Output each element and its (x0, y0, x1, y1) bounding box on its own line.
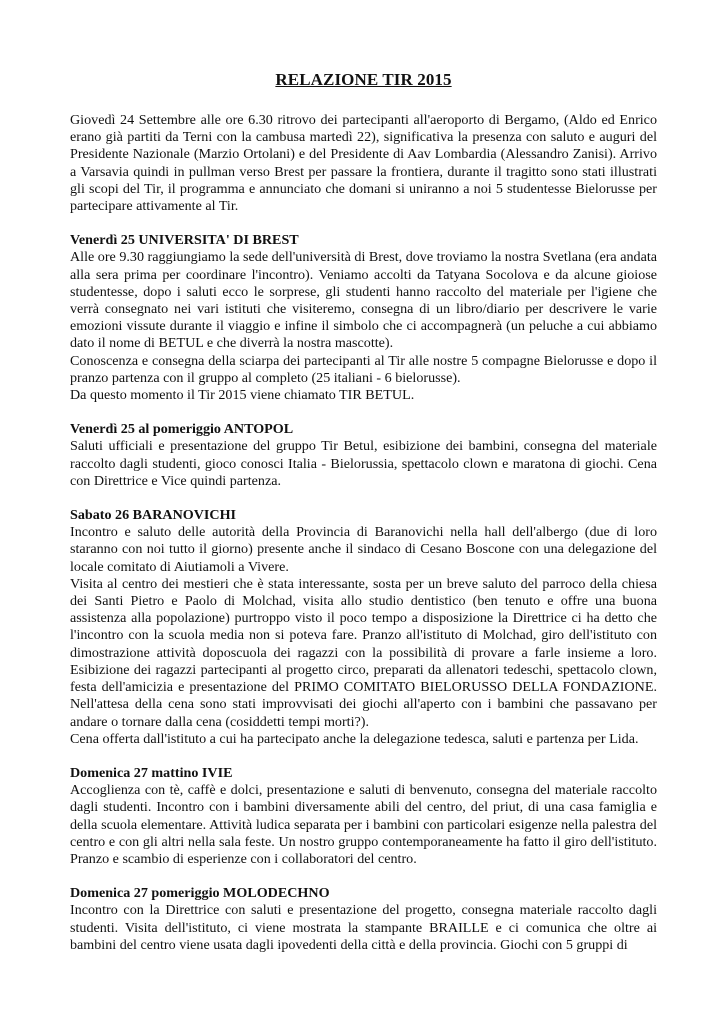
section-antopol (70, 421, 657, 490)
section-heading: Domenica 27 mattino IVIE (70, 764, 233, 781)
section-paragraph: Alle ore 9.30 raggiungiamo la sede dell'università di Brest, dove troviamo la nostra Svetlana (era andata alla sera prima per coordinare l'incontro). Veniamo accolti da Tatyana Socolova e da alcune gioiose studentesse, dopo i saluti ecco le sorprese, gli studenti hanno raccolto del materiale per l'igiene che verrà consegnato nei vari istituti che visiteremo, consegna di un libro/diario per descrivere le varie emozioni vissute durante il viaggio e infine il simbolo che ci accompagnerà (un peluche a cui abbiamo dato il nome di BETUL e che diverrà la nostra mascotte). (70, 249, 657, 352)
section-brest (70, 232, 657, 404)
section-paragraph: Accoglienza con tè, caffè e dolci, presentazione e saluti di benvenuto, consegna del materiale raccolto dagli studenti. Incontro con i bambini diversamente abili del centro, del priut, di una casa famiglia e della scuola elementare. Attività ludica separata per i bambini con particolari esigenze nella palestra del centro e con gli altri nella sala feste. Un nostro gruppo contemporaneamente ha fatto il giro dell'istituto. Pranzo e scambio di esperienze con i collaboratori del centro. (70, 782, 657, 867)
section-heading: Domenica 27 pomeriggio MOLODECHNO (70, 885, 330, 902)
section-paragraph: Incontro e saluto delle autorità della Provincia di Baranovichi nella hall dell'albergo (due di loro staranno con noi tutto il giorno) presente anche il sindaco di Cesano Boscone con una delegazione del locale comitato di Aiutiamoli a Vivere. (70, 524, 657, 575)
section-heading: Sabato 26 BARANOVICHI (70, 507, 237, 524)
document-title: RELAZIONE TIR 2015 (275, 70, 452, 89)
section-molodechno (70, 885, 657, 954)
document-page (70, 62, 657, 954)
section-paragraph: Conoscenza e consegna della sciarpa dei partecipanti al Tir alle nostre 5 compagne Bielorusse e dopo il pranzo partenza con il gruppo al completo (25 italiani - 6 bielorusse). (70, 352, 657, 386)
section-paragraph: Incontro con la Direttrice con saluti e presentazione del progetto, consegna materiale raccolto dagli studenti. Visita dell'istituto, ci viene mostrata la stampante BRAILLE e ci comunica che oltre ai bambini del centro viene usata dagli ipovedenti della città e della provincia. Giochi con 5 gruppi di (70, 902, 657, 953)
section-paragraph: Visita al centro dei mestieri che è stata interessante, sosta per un breve saluto del parroco della chiesa dei Santi Pietro e Paolo di Molchad, visita allo studio dentistico (ben tenuto e offre una buona assistenza alla popolazione) purtroppo visto il poco tempo a disposizione la Direttrice ci ha detto che l'incontro con la scuola media non si poteva fare. Pranzo all'istituto di Molchad, giro dell'istituto con dimostrazione attività doposcuola dei ragazzi con la possibilità di provare a farle insieme a loro. Esibizione dei ragazzi partecipanti al progetto circo, preparati da allenatori tedeschi, spettacolo clown, festa dell'amicizia e presentazione del PRIMO COMITATO BIELORUSSO DELLA FONDAZIONE. Nell'attesa della cena sono stati improvvisati dei giochi all'aperto con i bambini che passavano per andare o tornare dalla cena (cosiddetti tempi morti?). (70, 575, 657, 730)
section-heading: Venerdì 25 al pomeriggio ANTOPOL (70, 421, 294, 438)
intro-paragraph: Giovedì 24 Settembre alle ore 6.30 ritrovo dei partecipanti all'aeroporto di Bergamo, (Aldo ed Enrico erano già partiti da Terni con la cambusa martedì 22), significativa la presenza con saluto e auguri del Presidente Nazionale (Marzio Ortolani) e del Presidente di Aav Lombardia (Alessandro Zanisi). Arrivo a Varsavia quindi in pullman verso Brest per passare la frontiera, durante il tragitto sono stati illustrati gli scopi del Tir, il programma e annunciato che domani si uniranno a noi 5 studentesse Bielorusse per partecipare attivamente al Tir. (70, 112, 657, 215)
section-paragraph: Saluti ufficiali e presentazione del gruppo Tir Betul, esibizione dei bambini, consegna del materiale raccolto dagli studenti, gioco conosci Italia - Bielorussia, spettacolo clown e maratona di giochi. Cena con Direttrice e Vice quindi partenza. (70, 438, 657, 489)
section-heading: Venerdì 25 UNIVERSITA' DI BREST (70, 232, 299, 249)
section-paragraph: Cena offerta dall'istituto a cui ha partecipato anche la delegazione tedesca, saluti e partenza per Lida. (70, 730, 639, 747)
section-baranovichi (70, 507, 657, 748)
section-paragraph: Da questo momento il Tir 2015 viene chiamato TIR BETUL. (70, 387, 415, 404)
section-ivie (70, 765, 657, 868)
